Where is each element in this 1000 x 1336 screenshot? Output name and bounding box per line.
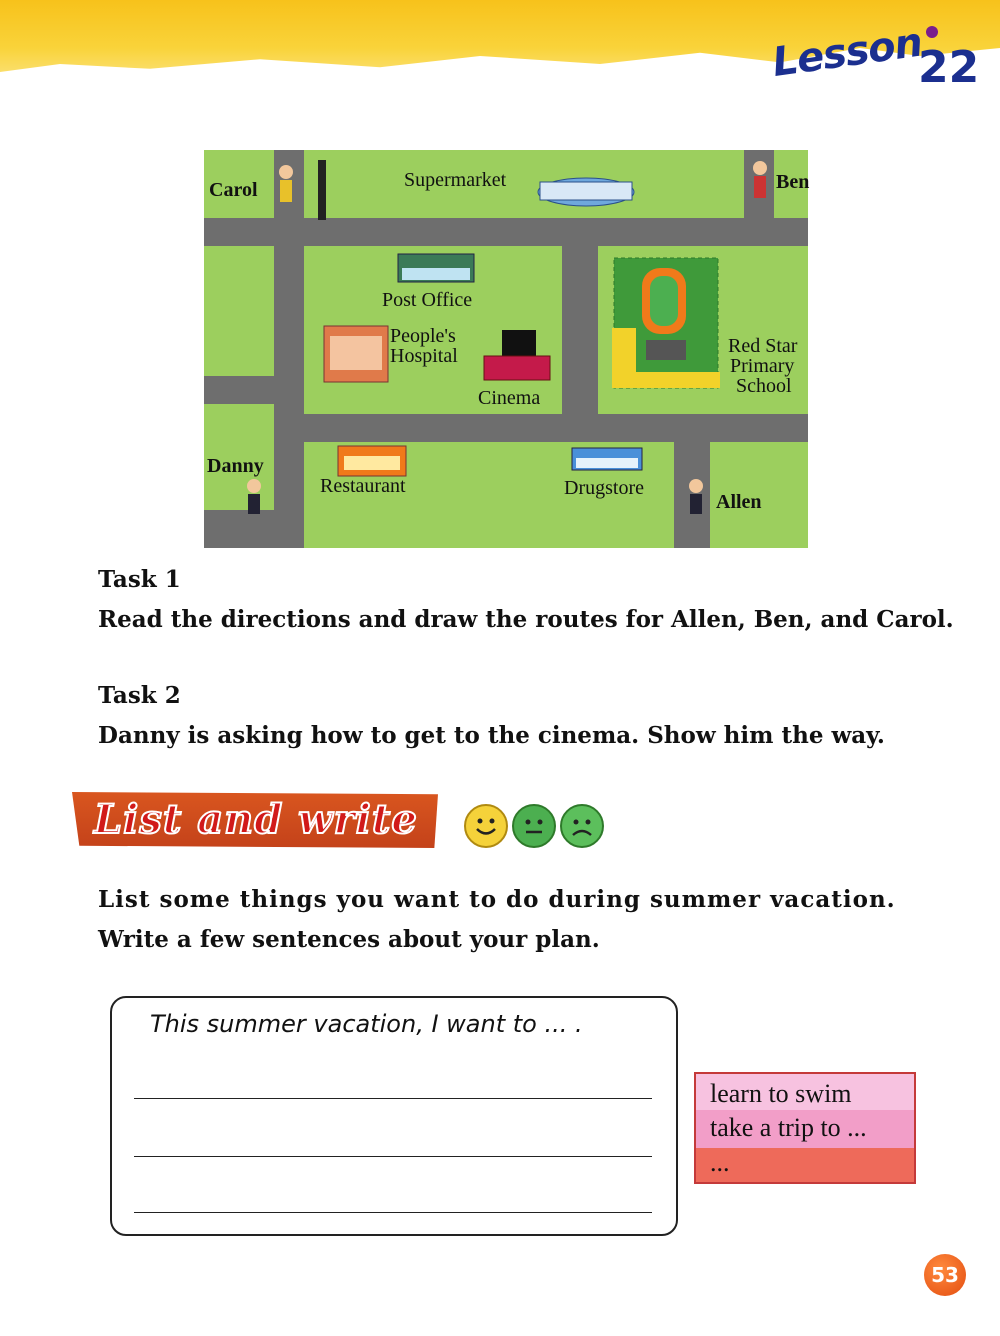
writing-line[interactable] (134, 1212, 652, 1213)
map-label-allen: Allen (716, 491, 762, 513)
task2-title: Task 2 (98, 682, 181, 709)
task1-title: Task 1 (98, 566, 181, 593)
pin-icon (926, 26, 938, 38)
town-map (204, 150, 808, 548)
lesson-label: Lesson (769, 19, 925, 86)
lesson-number: 22 (918, 42, 980, 93)
map-label-ben: Ben (776, 171, 810, 193)
word-box-item: take a trip to ... (696, 1110, 914, 1148)
map-label-restaurant: Restaurant (320, 475, 406, 497)
map-label-post-office: Post Office (382, 289, 473, 311)
task2-text: Danny is asking how to get to the cinema. Show him the way. (98, 722, 885, 749)
page-number: 53 (924, 1254, 966, 1296)
instruction-line-1: List some things you want to do during summer vacation. (98, 886, 896, 913)
map-label-carol: Carol (209, 179, 258, 201)
word-box-item: ... (696, 1148, 914, 1182)
plan-prompt: This summer vacation, I want to ... . (150, 1010, 583, 1038)
map-label-cinema: Cinema (478, 387, 541, 409)
map-label-drugstore: Drugstore (564, 477, 644, 499)
writing-line[interactable] (134, 1156, 652, 1157)
map-label-danny: Danny (207, 455, 264, 477)
task1-text: Read the directions and draw the routes for Allen, Ben, and Carol. (98, 606, 954, 633)
word-box-item: learn to swim (696, 1074, 914, 1110)
list-and-write-heading: List and write (94, 796, 418, 843)
map-label-school-2: Primary (730, 355, 795, 377)
happy-face-icon (464, 804, 508, 848)
map-label-school-3: School (736, 375, 792, 397)
map-label-supermarket: Supermarket (404, 169, 507, 191)
map-drawing (204, 150, 808, 548)
sad-face-icon (560, 804, 604, 848)
writing-line[interactable] (134, 1098, 652, 1099)
map-label-school-1: Red Star (728, 335, 798, 357)
neutral-face-icon (512, 804, 556, 848)
map-label-hospital-2: Hospital (390, 345, 458, 367)
map-label-hospital-1: People's (390, 325, 456, 347)
word-box (694, 1072, 916, 1184)
instruction-line-2: Write a few sentences about your plan. (98, 926, 600, 953)
